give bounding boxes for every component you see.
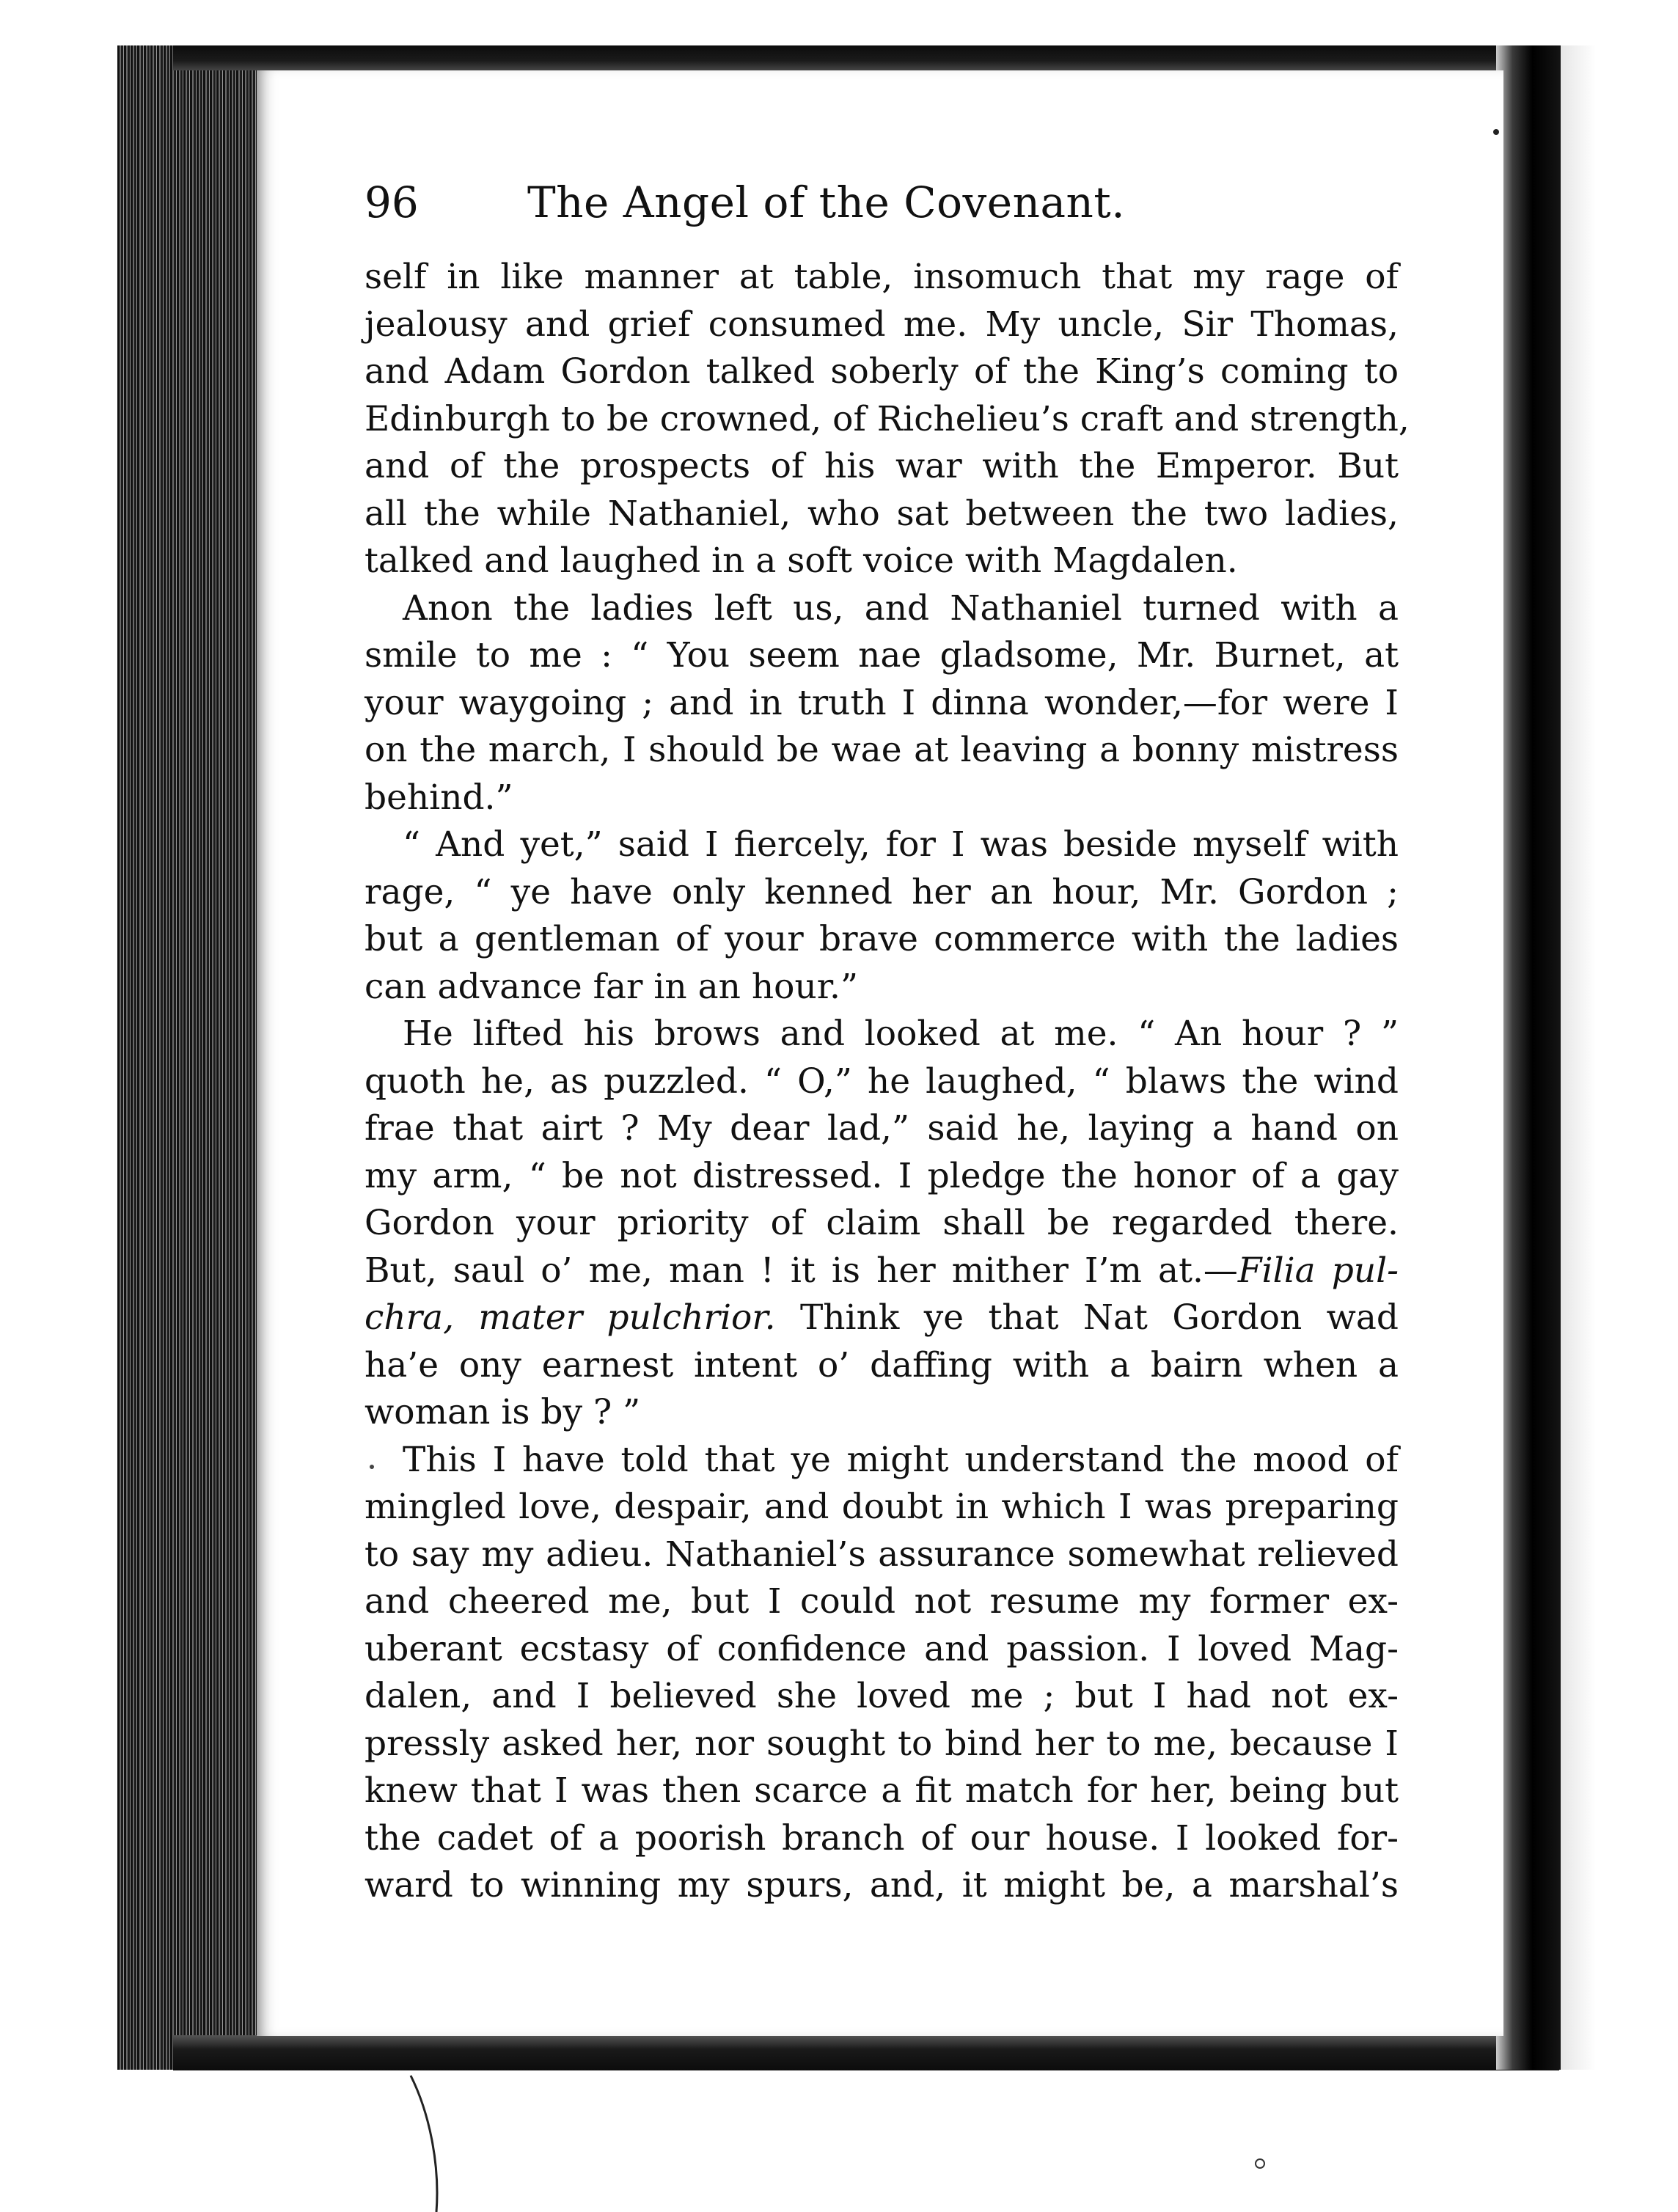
text-line: rage, “ ye have only kenned her an hour, Mr. Gordon ; [364, 871, 1399, 912]
book-page [257, 70, 1503, 2036]
text-line: behind.” [364, 777, 513, 818]
paragraph-start-line: This I have told that ye might understand the mood of [403, 1439, 1399, 1480]
book-bottom-edge [173, 2035, 1559, 2070]
text-line: ward to winning my spurs, and, it might be, a marshal’s [364, 1865, 1399, 1905]
italic-text-run: chra, mater pulchrior. [364, 1297, 776, 1338]
scan-scratch [411, 2076, 437, 2212]
text-line: and cheered me, but I could not resume my former ex- [364, 1581, 1399, 1622]
text-line: the cadet of a poorish branch of our house. I looked for- [364, 1817, 1399, 1858]
text-line: all the while Nathaniel, who sat between the two ladies, [364, 493, 1399, 534]
paragraph-start-line: “ And yet,” said I fiercely, for I was beside myself with [403, 824, 1399, 865]
text-line: self in like manner at table, insomuch that my rage of [364, 257, 1399, 297]
text-line: my arm, “ be not distressed. I pledge the honor of a gay [364, 1155, 1399, 1196]
text-line-mixed [364, 1248, 1399, 1295]
text-line: talked and laughed in a soft voice with Magdalen. [364, 541, 1238, 581]
scan-speck [1256, 2159, 1264, 2168]
text-line: and of the prospects of his war with the Emperor. But [364, 446, 1399, 486]
paragraph-start-line: Anon the ladies left us, and Nathaniel turned with a [403, 587, 1399, 629]
text-line: can advance far in an hour.” [364, 966, 858, 1007]
book-page-edges [117, 45, 264, 2070]
text-line: and Adam Gordon talked soberly of the King’s coming to [364, 351, 1399, 392]
text-line: on the march, I should be wae at leaving a bonny mistress [364, 730, 1399, 770]
running-header [364, 177, 1472, 243]
text-line: knew that I was then scarce a fit match for her, being but [364, 1770, 1399, 1811]
text-line: jealousy and grief consumed me. My uncle, Sir Thomas, [364, 304, 1399, 345]
text-line: pressly asked her, nor sought to bind her to me, because I [364, 1723, 1399, 1764]
text-line: ha’e ony earnest intent o’ daffing with a bairn when a [364, 1344, 1399, 1385]
page-number: 96 [364, 177, 419, 227]
text-line: Gordon your priority of claim shall be regarded there. [364, 1203, 1399, 1243]
text-run: Think ye that Nat Gordon wad [775, 1297, 1399, 1338]
facing-page-edge [1561, 45, 1678, 2070]
book-gutter [1496, 45, 1562, 2070]
text-line: woman is by ? ” [364, 1392, 641, 1432]
text-line: dalen, and I believed she loved me ; but I had not ex- [364, 1676, 1399, 1716]
text-line: Edinburgh to be crowned, of Richelieu’s craft and strength, [364, 398, 1410, 439]
text-line: frae that airt ? My dear lad,” said he, laying a hand on [364, 1108, 1399, 1149]
text-line: uberant ecstasy of confidence and passion. I loved Mag- [364, 1628, 1399, 1669]
text-line: to say my adieu. Nathaniel’s assurance somewhat relieved [364, 1534, 1399, 1575]
text-line: quoth he, as puzzled. “ O,” he laughed, “ blaws the wind [364, 1061, 1399, 1102]
body-text [364, 254, 1410, 1910]
text-run: But, saul o’ me, man ! it is her mither I’m at.— [364, 1250, 1238, 1291]
italic-text-run: Filia pul- [1237, 1250, 1399, 1291]
text-line: mingled love, despair, and doubt in which I was preparing [364, 1487, 1399, 1527]
text-line: your waygoing ; and in truth I dinna wonder,—for were I [364, 682, 1399, 723]
text-line: but a gentleman of your brave commerce with the ladies [364, 919, 1399, 959]
text-line-mixed [364, 1294, 1399, 1342]
paragraph-start-line: He lifted his brows and looked at me. “ An hour ? ” [403, 1014, 1399, 1054]
text-line: smile to me : “ You seem nae gladsome, Mr. Burnet, at [364, 635, 1399, 675]
running-title: The Angel of the Covenant. [527, 177, 1126, 227]
book-top-edge [173, 45, 1559, 70]
